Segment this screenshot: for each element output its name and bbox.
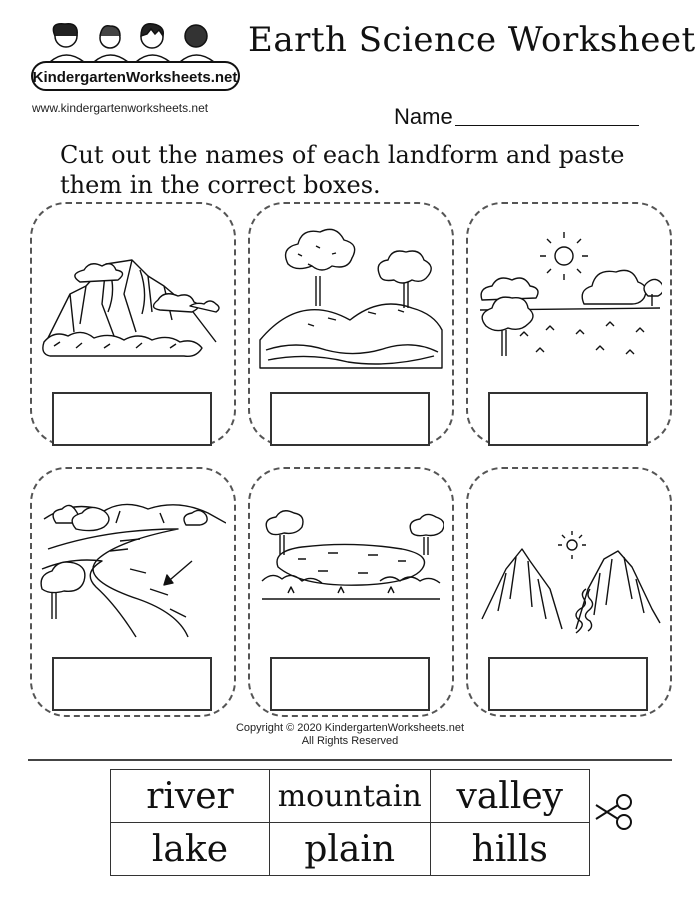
answer-box[interactable] (52, 657, 212, 711)
cutout-word-table (110, 769, 590, 876)
cutout-word[interactable]: plain (269, 823, 430, 876)
lake-illustration (258, 489, 444, 639)
card-mountain (30, 202, 236, 446)
copyright-text: Copyright © 2020 KindergartenWorksheets.net (235, 722, 465, 734)
card-plain (466, 202, 672, 446)
card-lake (248, 467, 454, 717)
instructions: Cut out the names of each landform and paste them in the correct boxes. (60, 141, 625, 199)
page-title: Earth Science Worksheet (248, 20, 696, 60)
copyright-notice (212, 722, 488, 748)
answer-box[interactable] (52, 392, 212, 446)
answer-box[interactable] (488, 657, 648, 711)
site-logo (28, 18, 243, 98)
cutout-word[interactable]: mountain (269, 770, 430, 823)
answer-box[interactable] (270, 657, 430, 711)
site-url: www.kindergartenworksheets.net (32, 101, 209, 115)
cutout-word[interactable]: valley (430, 770, 590, 823)
answer-box[interactable] (270, 392, 430, 446)
cutout-word[interactable]: lake (111, 823, 270, 876)
river-illustration (40, 489, 226, 639)
card-valley (466, 467, 672, 717)
card-river (30, 467, 236, 717)
hills-illustration (258, 224, 444, 374)
rights-text: All Rights Reserved (301, 735, 399, 748)
card-hills (248, 202, 454, 446)
name-field[interactable] (394, 104, 639, 130)
mountain-illustration (40, 224, 226, 374)
plain-illustration (476, 224, 662, 374)
cutout-word[interactable]: river (111, 770, 270, 823)
scissors-icon (594, 791, 636, 833)
name-line[interactable] (455, 105, 639, 126)
cut-line (28, 759, 672, 761)
valley-illustration (476, 489, 662, 639)
cutout-word[interactable]: hills (430, 823, 590, 876)
name-label: Name (394, 104, 453, 129)
answer-box[interactable] (488, 392, 648, 446)
logo-text: KindergartenWorksheets.net (32, 69, 238, 86)
